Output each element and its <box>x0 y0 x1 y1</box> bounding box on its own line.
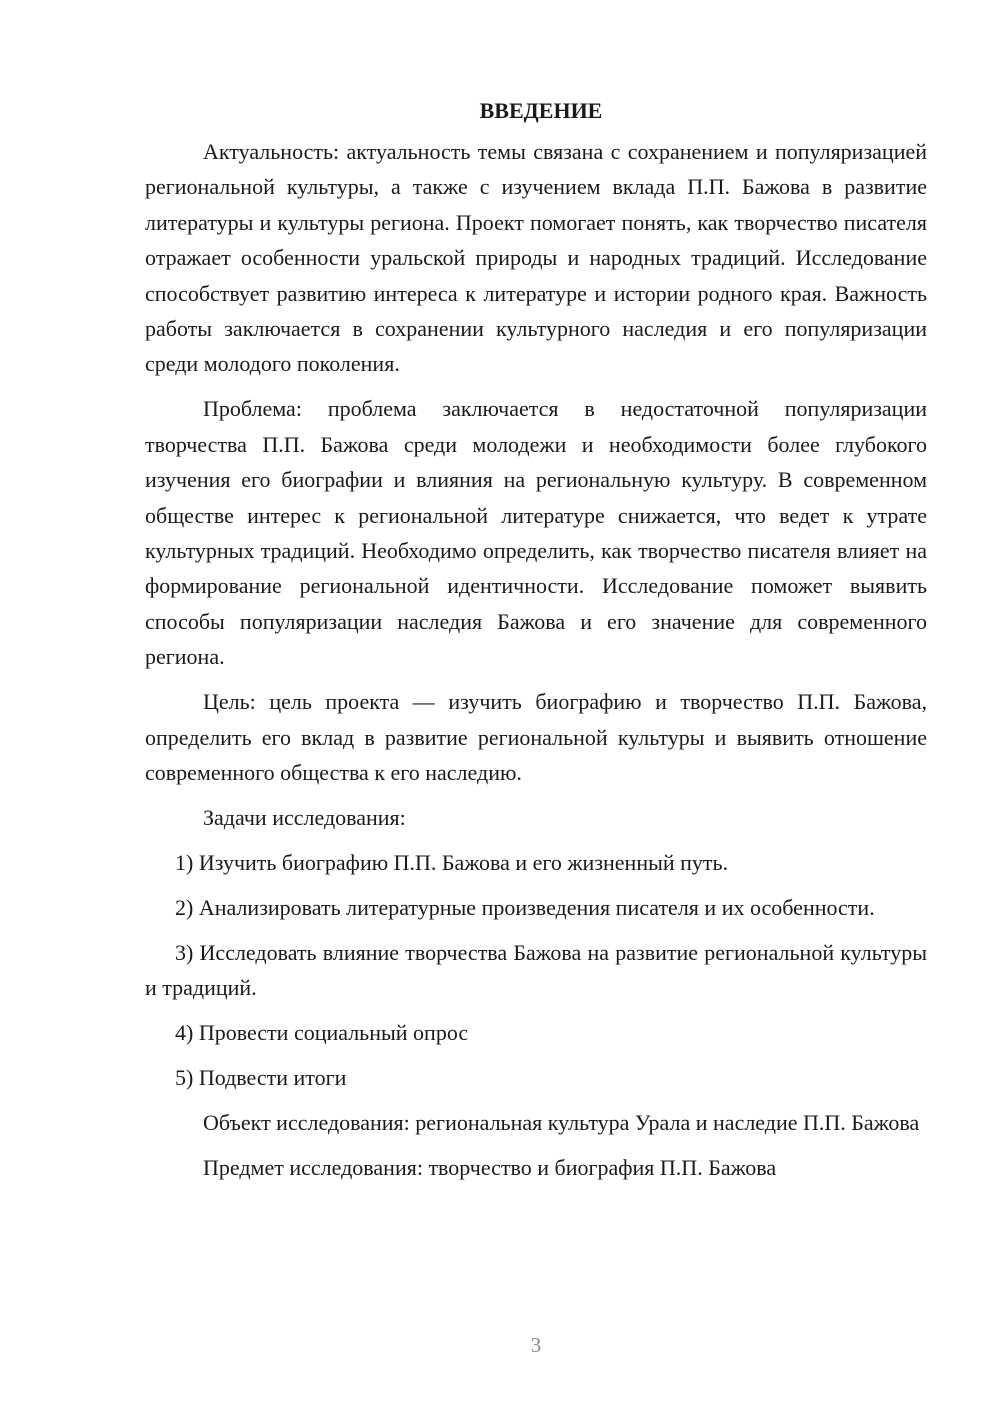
paragraph-problem: Проблема: проблема заключается в недостаточной популяризации творчества П.П. Бажова среди молодежи и необходимости более глубокого изучения его биографии и влияния на региональную культуру. В современном обществе интерес к региональной литературе снижается, что ведет к утрате культурных традиций. Необходимо определить, как творчество писателя влияет на формирование региональной идентичности. Исследование поможет выявить способы популяризации наследия Бажова и его значение для современного региона. <box>145 396 927 670</box>
paragraph-relevance: Актуальность: актуальность темы связана с сохранением и популяризацией региональной культуры, а также с изучением вклада П.П. Бажова в развитие литературы и культуры региона. Проект помогает понять, как творчество писателя отражает особенности уральской природы и народных традиций. Исследование способствует развитию интереса к литературе и истории родного края. Важность работы заключается в сохранении культурного наследия и его популяризации среди молодого поколения. <box>145 139 927 377</box>
document-page <box>145 88 927 1194</box>
paragraph-goal: Цель: цель проекта — изучить биографию и творчество П.П. Бажова, определить его вклад в развитие региональной культуры и выявить отношение современного общества к его наследию. <box>145 689 927 785</box>
task-item-1: 1) Изучить биографию П.П. Бажова и его жизненный путь. <box>175 849 729 875</box>
task-item-4: 4) Провести социальный опрос <box>175 1019 469 1045</box>
task-item-5: 5) Подвести итоги <box>175 1064 347 1090</box>
paragraph-object: Объект исследования: региональная культура Урала и наследие П.П. Бажова <box>203 1109 920 1135</box>
task-item-2: 2) Анализировать литературные произведения писателя и их особенности. <box>175 894 875 920</box>
section-title: ВВЕДЕНИЕ <box>479 98 603 123</box>
task-item-3: 3) Исследовать влияние творчества Бажова на развитие региональной культуры и традиций. <box>145 939 927 1000</box>
page-number: 3 <box>530 1333 542 1357</box>
paragraph-subject: Предмет исследования: творчество и биография П.П. Бажова <box>203 1154 777 1180</box>
tasks-heading: Задачи исследования: <box>203 804 406 830</box>
